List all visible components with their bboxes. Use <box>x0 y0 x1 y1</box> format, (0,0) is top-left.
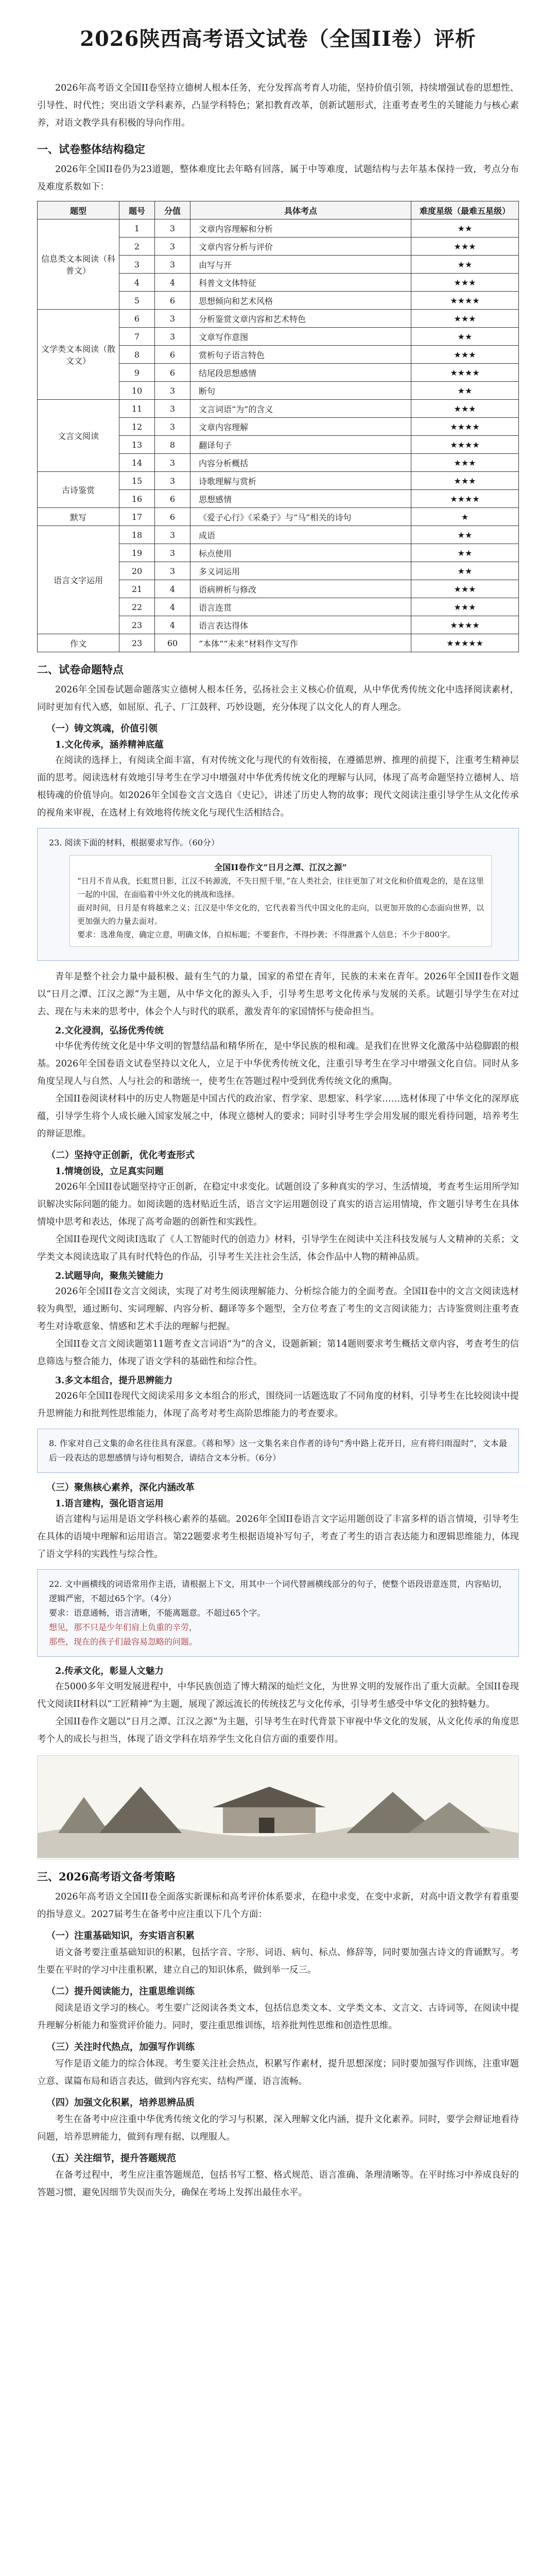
table-cell-difficulty: ★ <box>411 508 519 526</box>
section-heading: 一、试卷整体结构稳定 <box>37 143 145 156</box>
table-cell-topic: 由写与开 <box>190 256 411 274</box>
table-cell-number: 16 <box>119 490 155 508</box>
table-cell-number: 2 <box>119 238 155 256</box>
table-row <box>38 472 519 490</box>
subsection-heading: （四）加强文化积累，培养思辨品质 <box>46 2097 195 2108</box>
table-cell-topic: 思想倾向和艺术风格 <box>190 292 411 310</box>
exam-structure-table <box>37 201 519 652</box>
table-cell-difficulty: ★★ <box>411 328 519 346</box>
point-heading: 2.文化浸润，弘扬优秀传统 <box>55 1026 164 1036</box>
table-cell-score: 3 <box>155 454 190 472</box>
paragraph: 2026年全国II卷试题坚持守正创新，在稳定中求变化。试题创设了多种真实的学习、生活情境，考查考生运用所学知识解决实际问题的能力。如阅读题的选材贴近生活，语言文字运用题创设了真实的语言运用情境，作文题引导考生在具体情境中思考和表达，体现了高考命题的创新性和实践性。 <box>37 1182 519 1227</box>
table-cell-score: 6 <box>155 346 190 364</box>
table-cell-difficulty: ★★★★ <box>411 436 519 454</box>
table-cell-category: 文言文阅读 <box>38 400 119 472</box>
table-cell-score: 3 <box>155 544 190 562</box>
table-row <box>38 526 519 544</box>
exam-question-box <box>37 1569 519 1657</box>
essay-prompt-line: 要求：选准角度，确定立意，明确文体，自拟标题；不要套作，不得抄袭；不得泄露个人信息；不少于800字。 <box>77 930 455 939</box>
table-cell-number: 1 <box>119 219 155 238</box>
table-row <box>38 310 519 328</box>
paragraph: 语言建构与运用是语文学科核心素养的基础。2026年全国II卷语言文字运用题创设了丰富多样的语言情境，引导考生在具体的语境中理解和运用语言。第22题要求考生根据语境补写句子，考查了考生的语言表达能力和逻辑思维能力，体现了语文学科的实践性与综合性。 <box>37 1514 519 1560</box>
intro-paragraph: 2026年高考语文全国II卷坚持立德树人根本任务，充分发挥高考育人功能，坚持价值引领，持续增强试卷的思想性、引导性、时代性；突出语文学科素养，凸显学科特色；紧扣教育改革，创新试题形式，注重考查考生的关键能力与核心素养，对语文教学具有积极的导向作用。 <box>37 83 519 128</box>
table-cell-number: 4 <box>119 274 155 292</box>
table-cell-difficulty: ★★ <box>411 544 519 562</box>
table-cell-difficulty: ★★★ <box>411 580 519 598</box>
table-cell-score: 3 <box>155 418 190 436</box>
table-cell-number: 22 <box>119 598 155 616</box>
subsection-heading: （三）关注时代热点，加强写作训练 <box>46 2042 195 2053</box>
section-heading: 二、试卷命题特点 <box>37 663 124 676</box>
section-heading: 三、2026高考语文备考策略 <box>37 1870 176 1883</box>
table-cell-topic: 分析鉴赏文章内容和艺术特色 <box>190 310 411 328</box>
essay-prompt-card <box>70 855 492 947</box>
table-row <box>38 219 519 238</box>
table-cell-number: 9 <box>119 364 155 382</box>
table-cell-number: 10 <box>119 382 155 400</box>
question-text: 8. 作家对自己文集的命名往往具有深意。《蒋和琴》这一文集名来自作者的诗句“秀中路上花开日，应有将归雨湿时”，文本最后一段表达的思想感情与诗句相契合，请结合文本分析。（6分） <box>49 1438 507 1463</box>
table-cell-topic: 思想感情 <box>190 490 411 508</box>
table-cell-score: 3 <box>155 328 190 346</box>
table-cell-score: 3 <box>155 238 190 256</box>
table-cell-difficulty: ★★★ <box>411 400 519 418</box>
table-cell-difficulty: ★★ <box>411 256 519 274</box>
table-cell-topic: 断句 <box>190 382 411 400</box>
paragraph: 语文备考要注重基础知识的积累，包括字音、字形、词语、病句、标点、修辞等，同时要加强古诗文的背诵默写。考生要在平时的学习中注重积累，建立自己的知识体系，做到举一反三。 <box>37 1947 519 1975</box>
paragraph: 2026年全国II卷文言文阅读，实现了对考生阅读理解能力、分析综合能力的全面考查。全国II卷中的文言文阅读选材较为典型，通过断句、实词理解、内容分析、翻译等多个题型，全方位考查了考生的文言阅读能力；古诗鉴赏则注重考查考生对诗歌意象、情感和艺术手法的理解与把握。 <box>37 1286 519 1332</box>
table-row <box>38 508 519 526</box>
subsection-heading: （二）提升阅读能力，注重思维训练 <box>46 1986 195 1997</box>
paragraph: 在阅读的选择上，有阅读全面丰富，有对传统文化与现代的有效衔接，在遵循思辨、推理的前提下，注重考生精神层面的思考。阅读选材有效地引导考生在学习中增强对中华优秀传统文化的理解与认同，体现了高考命题坚持立德树人、培根铸魂的价值导向。如2026年全国卷文言文选自《史记》，讲述了历史人物的故事；现代文阅读注重引导学生从文化传承的视角来审视，在选材上有效地将传统文化与现代生活相结合。 <box>37 755 519 818</box>
table-cell-category: 古诗鉴赏 <box>38 472 119 508</box>
point-heading: 3.多文本组合，提升思辨能力 <box>55 1376 173 1386</box>
table-cell-topic: “本体”“未来”材料作文写作 <box>190 634 411 652</box>
table-cell-score: 3 <box>155 526 190 544</box>
subsection-heading: （二）坚持守正创新，优化考查形式 <box>46 1150 195 1161</box>
document-body <box>37 79 519 2201</box>
exam-question-box <box>37 1429 519 1473</box>
table-cell-topic: 成语 <box>190 526 411 544</box>
table-cell-score: 3 <box>155 472 190 490</box>
table-cell-score: 8 <box>155 436 190 454</box>
paragraph: 青年是整个社会力量中最积极、最有生气的力量，国家的希望在青年，民族的未来在青年。2026年全国II卷作文题以“日月之潭、江汉之源”为主题，从中华文化的源头入手，引导考生思考文化传承与发展的关系。试题引导学生在对过去、现在与未来的思考中，体会个人与时代的联系，激发青年的家国情怀与使命担当。 <box>37 972 519 1017</box>
table-cell-number: 21 <box>119 580 155 598</box>
exam-question-box <box>37 828 519 961</box>
table-header: 具体考点 <box>190 201 411 219</box>
table-cell-topic: 文言词语“为”的含义 <box>190 400 411 418</box>
table-cell-number: 15 <box>119 472 155 490</box>
question-text: 23. 阅读下面的材料，根据要求写作。（60分） <box>49 838 219 848</box>
paragraph: 2026年全国II卷现代文阅读采用多文本组合的形式，围绕同一话题选取了不同角度的材料，引导考生在比较阅读中提升思辨能力和批判性思维能力，体现了高考对考生高阶思维能力的考查要求。 <box>37 1391 519 1419</box>
table-cell-number: 6 <box>119 310 155 328</box>
table-cell-difficulty: ★★ <box>411 219 519 238</box>
table-row <box>38 400 519 418</box>
table-cell-category: 语言文字运用 <box>38 526 119 634</box>
table-cell-number: 17 <box>119 508 155 526</box>
table-cell-topic: 文章内容分析与评价 <box>190 238 411 256</box>
table-cell-topic: 标点使用 <box>190 544 411 562</box>
paragraph: 阅读是语文学习的核心。考生要广泛阅读各类文本，包括信息类文本、文学类文本、文言文、古诗词等，在阅读中提升理解分析能力和鉴赏评价能力。同时，要注重思维训练，培养批判性思维和创造性思维。 <box>37 2003 519 2031</box>
table-header: 题型 <box>38 201 119 219</box>
table-cell-number: 8 <box>119 346 155 364</box>
table-cell-score: 3 <box>155 219 190 238</box>
table-cell-score: 6 <box>155 292 190 310</box>
paragraph: 2026年全国II卷仍为23道题，整体难度比去年略有回落，属于中等难度，试题结构与去年基本保持一致，考点分布及难度系数如下： <box>37 164 519 192</box>
subsection-heading: （五）关注细节，提升答题规范 <box>46 2153 176 2164</box>
table-cell-number: 23 <box>119 616 155 634</box>
table-cell-score: 60 <box>155 634 190 652</box>
table-cell-topic: 语言连贯 <box>190 598 411 616</box>
table-cell-category: 信息类文本阅读（科普文） <box>38 219 119 310</box>
table-cell-difficulty: ★★★ <box>411 310 519 328</box>
table-cell-number: 12 <box>119 418 155 436</box>
document-page <box>0 23 556 2576</box>
point-heading: 1.情境创设，立足真实问题 <box>55 1166 164 1177</box>
table-cell-difficulty: ★★ <box>411 562 519 580</box>
table-header: 分值 <box>155 201 190 219</box>
table-cell-difficulty: ★★★ <box>411 472 519 490</box>
paragraph: 考生在备考中应注重中华优秀传统文化的学习与积累，深入理解文化内涵，提升文化素养。同时，要学会辩证地看待问题，培养思辨能力，做到有理有据、以理服人。 <box>37 2114 519 2142</box>
table-cell-difficulty: ★★★★ <box>411 364 519 382</box>
table-cell-number: 5 <box>119 292 155 310</box>
table-cell-topic: 语病辨析与修改 <box>190 580 411 598</box>
table-cell-difficulty: ★★★ <box>411 274 519 292</box>
table-cell-topic: 诗歌理解与赏析 <box>190 472 411 490</box>
ink-illustration <box>37 1755 519 1859</box>
table-header: 题号 <box>119 201 155 219</box>
table-cell-difficulty: ★★★ <box>411 598 519 616</box>
paragraph: 全国II卷作文题以“日月之潭、江汉之源”为主题，引导考生在时代背景下审视中华文化的发展，从文化传承的角度思考个人的成长与担当，体现了语文学科在培养学生文化自信方面的重要作用。 <box>37 1717 519 1744</box>
table-cell-score: 4 <box>155 598 190 616</box>
table-cell-number: 14 <box>119 454 155 472</box>
table-cell-score: 3 <box>155 382 190 400</box>
table-cell-number: 20 <box>119 562 155 580</box>
table-cell-category: 作文 <box>38 634 119 652</box>
paragraph: 在5000多年文明发展进程中，中华民族创造了博大精深的灿烂文化，为世界文明的发展作出了重大贡献。全国II卷现代文阅读II材料以“工匠精神”为主题，展现了源远流长的传统技艺与文化传承，引导考生感受中华文化的独特魅力。 <box>37 1682 519 1709</box>
table-cell-score: 4 <box>155 616 190 634</box>
table-cell-topic: 文章内容理解和分析 <box>190 219 411 238</box>
paragraph: 在备考过程中，考生应注重答题规范，包括书写工整、格式规范、语言准确、条理清晰等。在平时练习中养成良好的答题习惯，避免因细节失误而失分，确保在考场上发挥出最佳水平。 <box>37 2170 519 2198</box>
paragraph: 全国II卷阅读材料中的历史人物题是中国古代的政治家、哲学家、思想家、科学家……选材体现了中华文化的深厚底蕴，引导学生将个人成长融入国家发展之中，体现立德树人的要求；同时引导考生学会用发展的眼光看待问题，培养考生的辩证思维。 <box>37 1094 519 1139</box>
paragraph: 写作是语文能力的综合体现。考生要关注社会热点，积累写作素材，提升思想深度；同时要加强写作训练，注重审题立意、谋篇布局和语言表达，做到内容充实、结构严谨、语言流畅。 <box>37 2059 519 2087</box>
table-cell-difficulty: ★★★ <box>411 346 519 364</box>
table-cell-number: 19 <box>119 544 155 562</box>
question-line: 要求：语意通畅，语言清晰，不能离题意。不超过65个字。 <box>49 1608 266 1618</box>
table-cell-score: 3 <box>155 310 190 328</box>
essay-prompt-title: 全国II卷作文“日月之潭、江汉之源” <box>214 862 347 872</box>
paragraph: 2026年高考语文全国II卷全面落实新课标和高考评价体系要求，在稳中求变，在变中求新，对高中语文教学有着重要的指导意义。2027届考生在备考中应注重以下几个方面： <box>37 1892 519 1920</box>
table-cell-score: 3 <box>155 400 190 418</box>
table-cell-number: 23 <box>119 634 155 652</box>
table-cell-score: 4 <box>155 274 190 292</box>
table-cell-topic: 翻译句子 <box>190 436 411 454</box>
table-cell-topic: 文章写作意图 <box>190 328 411 346</box>
table-cell-difficulty: ★★★★★ <box>411 634 519 652</box>
table-row <box>38 634 519 652</box>
table-cell-topic: 多义词运用 <box>190 562 411 580</box>
question-line: 想见，那不只是少年们肩上负重的辛劳， <box>49 1622 198 1632</box>
table-cell-topic: 科普文文体特征 <box>190 274 411 292</box>
essay-prompt-line: 面对时间，日月是有将越来之义；江汉是中华文化的，它代表着当代中国文化的走向，以更加开放的心态面向世界，以更加强大的力量去面对。 <box>77 903 484 926</box>
table-cell-score: 3 <box>155 562 190 580</box>
table-cell-category: 文学类文本阅读（散文文） <box>38 310 119 400</box>
table-cell-difficulty: ★★★★ <box>411 490 519 508</box>
question-text: 22. 文中画横线的词语常用作主语，请根据上下文，用其中一个词代替画横线部分的句子，使整个语段语意连贯，内容贴切，逻辑严密，不超过65个字。（4分） <box>49 1579 507 1603</box>
paragraph: 全国II卷文言文阅读题第11题考查文言词语“为”的含义，设题新颖；第14题则要求考生概括文章内容，考查考生的信息筛选与整合能力，体现了语文学科的基础性和综合性。 <box>37 1339 519 1367</box>
subsection-heading: （一）铸文筑魂，价值引领 <box>46 723 158 734</box>
table-cell-score: 6 <box>155 490 190 508</box>
table-cell-difficulty: ★★★★ <box>411 418 519 436</box>
table-cell-difficulty: ★★★★ <box>411 292 519 310</box>
subsection-heading: （一）注重基础知识，夯实语言积累 <box>46 1930 195 1941</box>
table-header: 难度星级（最难五星级） <box>411 201 519 219</box>
table-cell-number: 7 <box>119 328 155 346</box>
question-line: 那些，现在的孩子们最容易忽略的问题。 <box>49 1637 198 1647</box>
ink-illustration-drawing <box>38 1756 518 1858</box>
table-cell-topic: 赏析句子语言特色 <box>190 346 411 364</box>
table-cell-topic: 语言表达得体 <box>190 616 411 634</box>
point-heading: 1.语言建构，强化语言运用 <box>55 1499 164 1509</box>
table-cell-difficulty: ★★ <box>411 382 519 400</box>
paragraph: 全国II卷现代文阅读I选取了《人工智能时代的创造力》材料，引导学生在阅读中关注科技发展与人文精神的关系；文学类文本阅读选取了具有时代特色的作品，引导考生关注社会生活，体会作品中人物的精神品质。 <box>37 1234 519 1262</box>
table-cell-topic: 结尾段思想感情 <box>190 364 411 382</box>
paragraph: 中华优秀传统文化是中华文明的智慧结晶和精华所在，是中华民族的根和魂。是我们在世界文化激荡中站稳脚跟的根基。2026年全国卷语文试卷坚持以文化人，立足于中华优秀传统文化，注重引导考生在学习中增强文化自信。同时从多角度呈现人与自然、人与社会的和谐统一，使考生在答题过程中受到优秀传统文化的熏陶。 <box>37 1041 519 1087</box>
point-heading: 2.试题导向，聚焦关键能力 <box>55 1271 164 1281</box>
table-cell-score: 3 <box>155 256 190 274</box>
table-cell-difficulty: ★★★ <box>411 238 519 256</box>
table-cell-number: 18 <box>119 526 155 544</box>
table-cell-number: 3 <box>119 256 155 274</box>
table-cell-category: 默写 <box>38 508 119 526</box>
point-heading: 2.传承文化，彰显人文魅力 <box>55 1666 164 1676</box>
table-cell-difficulty: ★★ <box>411 526 519 544</box>
table-cell-difficulty: ★★★★ <box>411 616 519 634</box>
table-cell-number: 11 <box>119 400 155 418</box>
table-cell-number: 13 <box>119 436 155 454</box>
subsection-heading: （三）聚焦核心素养，深化内涵改革 <box>46 1482 195 1493</box>
table-cell-score: 6 <box>155 364 190 382</box>
table-cell-difficulty: ★★★ <box>411 454 519 472</box>
table-cell-score: 4 <box>155 580 190 598</box>
table-cell-topic: 内容分析概括 <box>190 454 411 472</box>
table-cell-topic: 《爱子心行》《采桑子》与“马”相关的诗句 <box>190 508 411 526</box>
document-title: 2026陕西高考语文试卷（全国II卷）评析 <box>80 27 476 51</box>
essay-prompt-line: “日月不肯从我，长虹贯日影，江汉不转源流，不失日照千里，”在人类社会，往往更加了对文化和价值观念的，是在这里一起的中国，在面临着中外文化的挑战和选择。 <box>77 876 484 899</box>
point-heading: 1.文化传承，涵养精神底蕴 <box>55 740 164 750</box>
paragraph: 2026年全国卷试题命题落实立德树人根本任务，弘扬社会主义核心价值观，从中华优秀传统文化中选择阅读素材，同时更加有代入感，如屈原、孔子、厂江鼓秤、巧妙设题，充分体现了以文化人的育人理念。 <box>37 685 519 713</box>
table-cell-score: 6 <box>155 508 190 526</box>
table-cell-topic: 文章内容理解 <box>190 418 411 436</box>
